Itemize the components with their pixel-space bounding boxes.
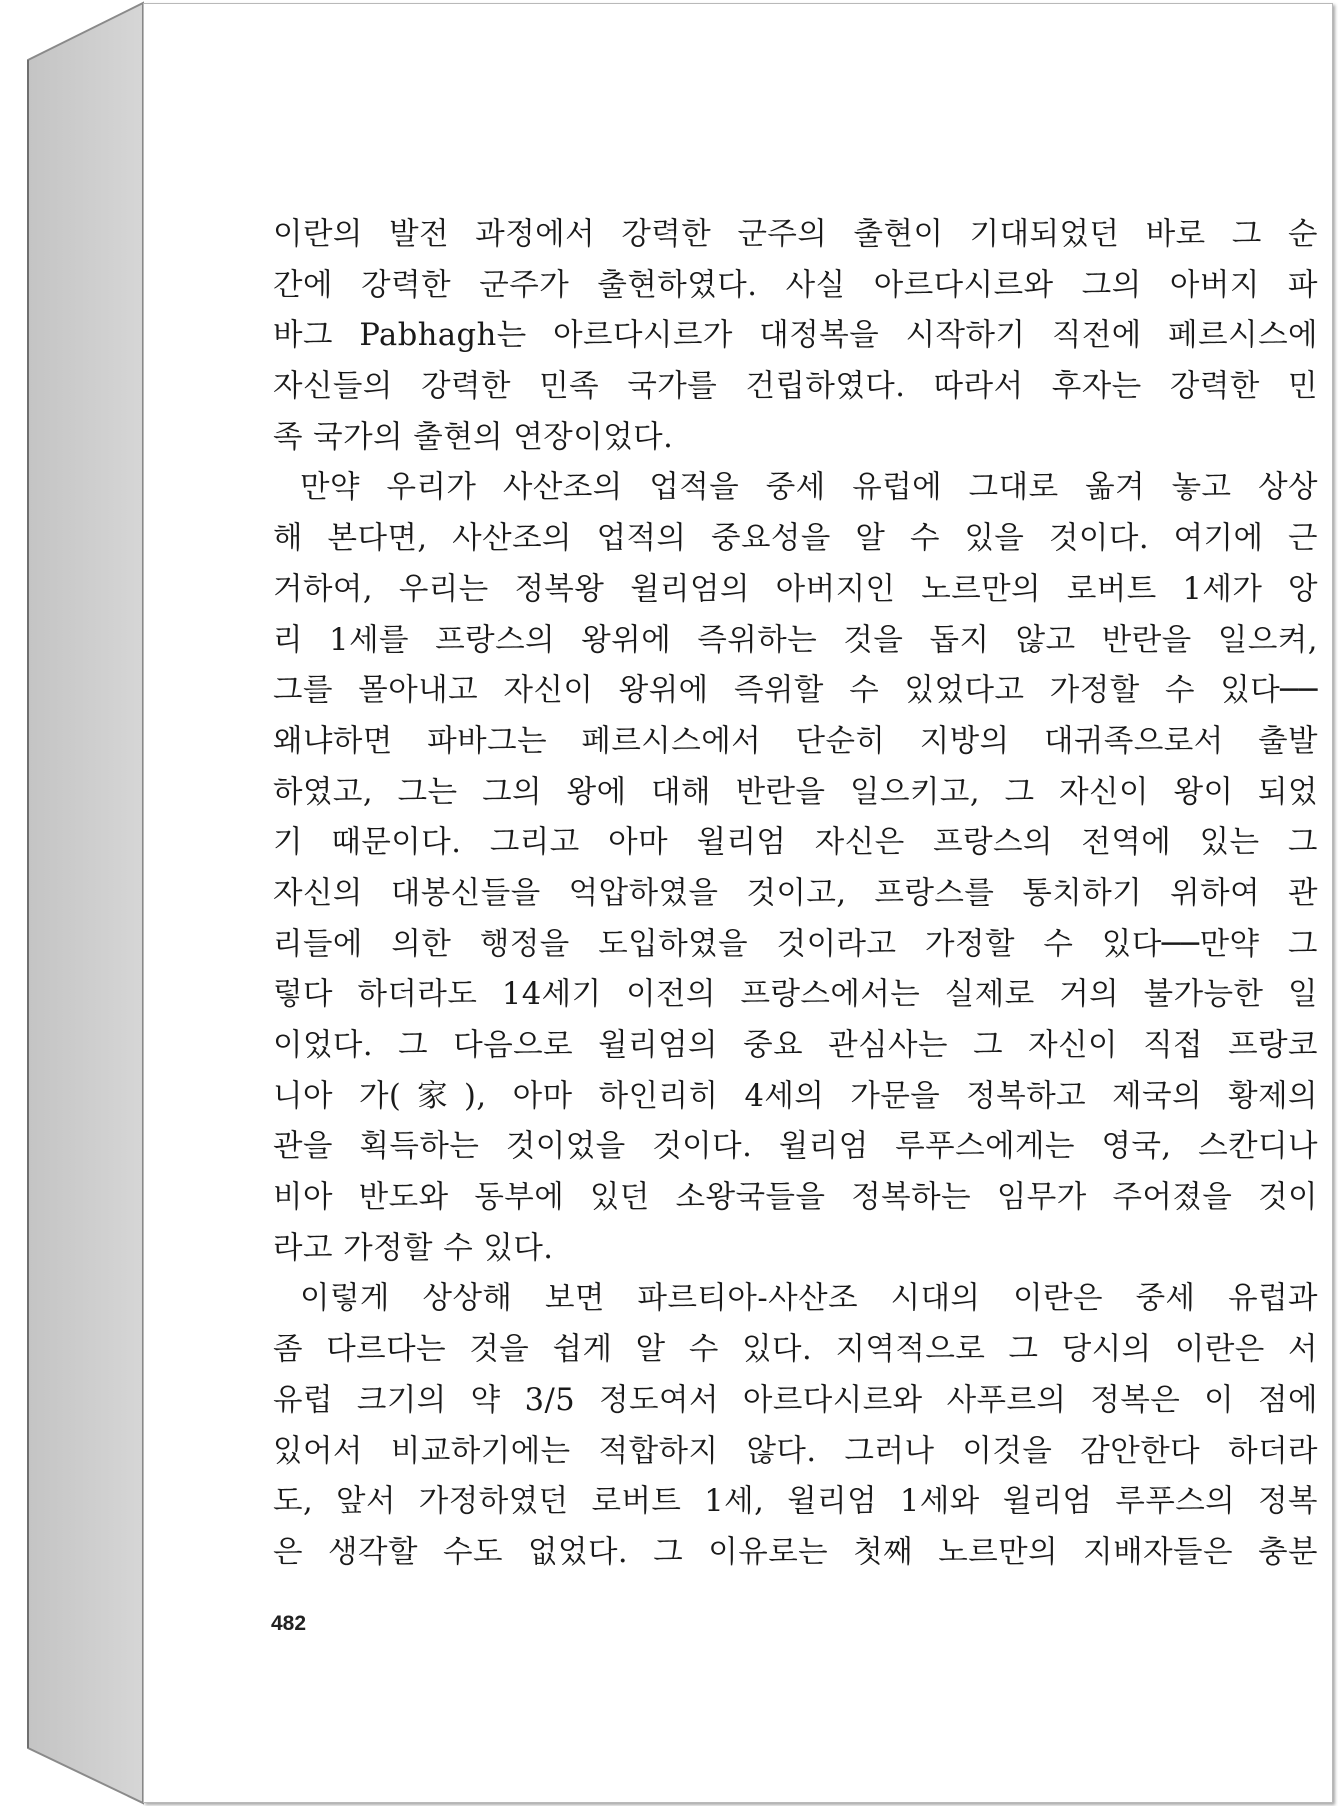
text-line: 이렇게 상상해 보면 파르티아-사산조 시대의 이란은 중세 유럽과 <box>300 1281 1318 1317</box>
text-line: 자신의 대봉신들을 억압하였을 것이고, 프랑스를 통치하기 위하여 관 <box>273 875 1318 911</box>
book-spine <box>0 0 150 1806</box>
text-line: 자신들의 강력한 민족 국가를 건립하였다. 따라서 후자는 강력한 민 <box>273 369 1318 405</box>
text-line: 바그 Pabhagh는 아르다시르가 대정복을 시작하기 직전에 페르시스에 <box>273 318 1318 354</box>
text-line: 도, 앞서 가정하였던 로버트 1세, 윌리엄 1세와 윌리엄 루푸스의 정복 <box>273 1484 1318 1520</box>
text-line: 이었다. 그 다음으로 윌리엄의 중요 관심사는 그 자신이 직접 프랑코 <box>273 1028 1318 1063</box>
text-line: 그를 몰아내고 자신이 왕위에 즉위할 수 있었다고 가정할 수 있다── <box>273 673 1318 709</box>
text-line: 리 1세를 프랑스의 왕위에 즉위하는 것을 돕지 않고 반란을 일으켜, <box>273 622 1318 658</box>
text-line: 유럽 크기의 약 3/5 정도여서 아르다시르와 사푸르의 정복은 이 점에 <box>273 1382 1318 1418</box>
body-text <box>273 210 1318 1579</box>
text-line: 해 본다면, 사산조의 업적의 중요성을 알 수 있을 것이다. 여기에 근 <box>273 521 1318 557</box>
text-line: 거하여, 우리는 정복왕 윌리엄의 아버지인 노르만의 로버트 1세가 앙 <box>273 571 1318 607</box>
text-line: 리들에 의한 행정을 도입하였을 것이라고 가정할 수 있다──만약 그 <box>273 926 1318 962</box>
text-line: 만약 우리가 사산조의 업적을 중세 유럽에 그대로 옮겨 놓고 상상 <box>300 470 1318 506</box>
text-line: 라고 가정할 수 있다. <box>273 1230 554 1266</box>
text-line: 렇다 하더라도 14세기 이전의 프랑스에서는 실제로 거의 불가능한 일 <box>273 977 1318 1013</box>
text-line: 은 생각할 수도 없었다. 그 이유로는 첫째 노르만의 지배자들은 충분 <box>273 1534 1318 1570</box>
text-line: 간에 강력한 군주가 출현하였다. 사실 아르다시르와 그의 아버지 파 <box>273 267 1318 303</box>
text-line: 기 때문이다. 그리고 아마 윌리엄 자신은 프랑스의 전역에 있는 그 <box>273 825 1318 861</box>
text-line: 왜냐하면 파바그는 페르시스에서 단순히 지방의 대귀족으로서 출발 <box>273 723 1318 759</box>
text-line: 하였고, 그는 그의 왕에 대해 반란을 일으키고, 그 자신이 왕이 되었 <box>273 774 1318 810</box>
text-line: 이란의 발전 과정에서 강력한 군주의 출현이 기대되었던 바로 그 순 <box>273 217 1318 252</box>
text-line: 족 국가의 출현의 연장이었다. <box>273 419 674 455</box>
text-line: 니아 가(家), 아마 하인리히 4세의 가문을 정복하고 제국의 황제의 <box>273 1078 1318 1114</box>
text-line: 관을 획득하는 것이었을 것이다. 윌리엄 루푸스에게는 영국, 스칸디나 <box>273 1129 1318 1165</box>
page-number: 482 <box>271 1612 307 1635</box>
text-line: 좀 다르다는 것을 쉽게 알 수 있다. 지역적으로 그 당시의 이란은 서 <box>273 1332 1318 1368</box>
text-line: 있어서 비교하기에는 적합하지 않다. 그러나 이것을 감안한다 하더라 <box>273 1433 1318 1469</box>
text-line: 비아 반도와 동부에 있던 소왕국들을 정복하는 임무가 주어졌을 것이 <box>273 1180 1318 1216</box>
book-page <box>143 3 1333 1803</box>
